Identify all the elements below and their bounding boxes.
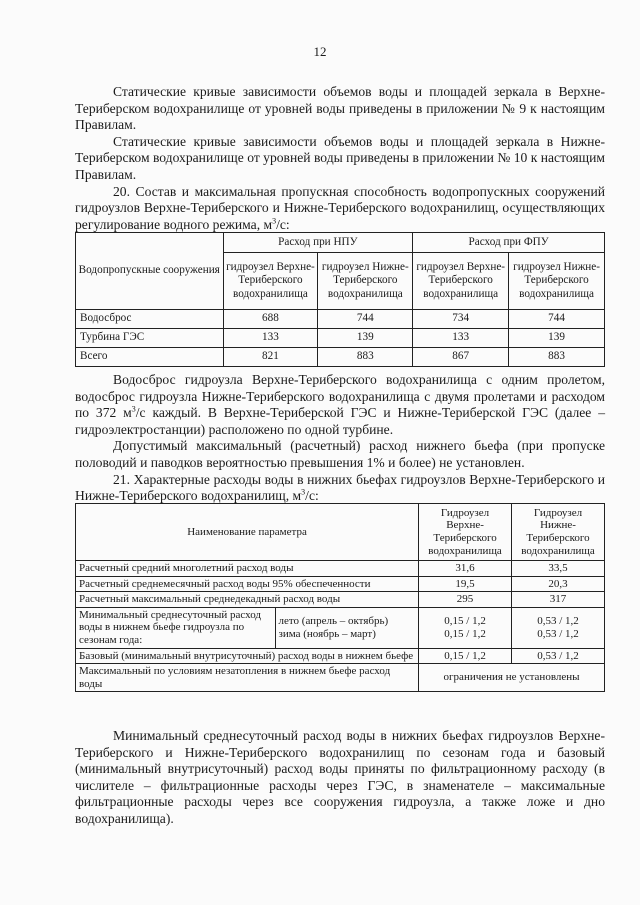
table-row: [76, 310, 605, 329]
spillways-text-a: Водосброс гидроузла Верхне-Териберского водохранилища с одним пролетом, водосброс гидроузла Нижне-Териберского водохранилища с двумя пролетами и расходом по 372 м: [75, 372, 605, 421]
table-row: [76, 329, 605, 348]
table-cell: 734: [413, 310, 509, 329]
table-cell: 867: [413, 348, 509, 367]
column-header-npu-upper: гидроузел Верхне-Териберского водохранилища: [223, 252, 318, 309]
section-21-text: 21. Характерные расходы воды в нижних бьефах гидроузлов Верхне-Териберского и Нижне-Териберского водохранилищ, м: [75, 471, 605, 504]
paragraph-spillways: [75, 372, 605, 438]
section-20-text: 20. Состав и максимальная пропускная способность водопропускных сооружений гидроузлов Верхне-Териберского и Нижне-Териберского водохранилищ, осуществляющих регулирование водного режима, м: [75, 183, 605, 232]
row-label: Минимальный среднесуточный расход воды в нижнем бьефе гидроузла по сезонам года:: [76, 607, 276, 648]
paragraph-max-discharge: Допустимый максимальный (расчетный) расход нижнего бьефа (при пропуске половодий и паводков вероятностью превышения 1% и более) не установлен.: [75, 438, 605, 470]
table-cell: 744: [509, 310, 605, 329]
table-cell: 133: [413, 329, 509, 348]
table-cell: 688: [223, 310, 318, 329]
unit-superscript: 3: [301, 487, 306, 497]
table-cell-pair: [419, 607, 512, 648]
unit-tail: /с:: [276, 216, 290, 232]
table-cell-merged: ограничения не установлены: [419, 664, 605, 692]
table-row: [76, 561, 605, 577]
column-group-fpu: Расход при ФПУ: [413, 233, 605, 253]
spillway-text: [75, 372, 605, 505]
table-cell: 821: [223, 348, 318, 367]
table-row: [76, 592, 605, 608]
table-header-row: [76, 233, 605, 253]
row-label: Расчетный средний многолетний расход воды: [76, 561, 419, 577]
table-row: [76, 648, 605, 664]
row-label: Всего: [76, 348, 224, 367]
table-cell: 0,15 / 1,2: [444, 627, 486, 640]
row-label: Базовый (минимальный внутрисуточный) расход воды в нижнем бьефе: [76, 648, 419, 664]
table-cell: 139: [509, 329, 605, 348]
table-cell: 0,53 / 1,2: [537, 615, 579, 628]
section-20-heading: [75, 184, 605, 234]
column-header-upper: Гидроузел Верхне-Териберского водохранилища: [419, 504, 512, 561]
row-label: Расчетный максимальный среднедекадный расход воды: [76, 592, 419, 608]
section-21-heading: [75, 472, 605, 505]
table-cell: 883: [509, 348, 605, 367]
table-cell: 883: [318, 348, 413, 367]
season-summer: лето (апрель – октябрь): [278, 615, 389, 628]
column-header-fpu-lower: гидроузел Нижне-Териберского водохранилища: [509, 252, 605, 309]
table-cell: 0,15 / 1,2: [444, 615, 486, 628]
spillways-text-b: /с каждый. В Верхне-Териберской ГЭС и Нижне-Териберской ГЭС (далее – гидроэлектростанции) расположено по одной турбине.: [75, 405, 605, 437]
table-cell: 0,15 / 1,2: [419, 648, 512, 664]
column-header-npu-lower: гидроузел Нижне-Териберского водохранилища: [318, 252, 413, 309]
season-winter: зима (ноябрь – март): [278, 627, 376, 640]
paragraph-appendix-9: Статические кривые зависимости объемов воды и площадей зеркала в Верхне-Териберском водохранилище от уровней воды приведены в приложении № 9 к настоящим Правилам.: [75, 84, 605, 133]
row-label: Максимальный по условиям незатопления в нижнем бьефе расход воды: [76, 664, 419, 692]
table-cell: 317: [512, 592, 605, 608]
column-header-fpu-upper: гидроузел Верхне-Териберского водохранилища: [413, 252, 509, 309]
table-cell: 133: [223, 329, 318, 348]
column-header-structures: Водопропускные сооружения: [76, 233, 224, 310]
column-header-lower: Гидроузел Нижне-Териберского водохранилища: [512, 504, 605, 561]
capacity-table: [75, 232, 605, 367]
discharge-table: [75, 503, 605, 692]
row-label: Расчетный среднемесячный расход воды 95% обеспеченности: [76, 576, 419, 592]
paragraph-appendix-10: Статические кривые зависимости объемов воды и площадей зеркала в Нижне-Териберском водохранилище от уровней воды приведены в приложении № 10 к настоящим Правилам.: [75, 133, 605, 182]
row-label: Турбина ГЭС: [76, 329, 224, 348]
table-cell: 744: [318, 310, 413, 329]
row-label: Водосброс: [76, 310, 224, 329]
table-row: [76, 348, 605, 367]
table-cell: 295: [419, 592, 512, 608]
table-row: [76, 576, 605, 592]
unit-tail: /с:: [305, 488, 319, 504]
paragraph-filtration: Минимальный среднесуточный расход воды в нижних бьефах гидроузлов Верхне-Териберского и Нижне-Териберского водохранилищ по сезонам года и базовый (минимальный внутрисуточный) расход воды приняты по фильтрационному расходу (в числителе – фильтрационные расходы через ГЭС, в знаменателе – максимальные фильтрационные расходы через все сооружения гидроузла, а также ложе и дно водохранилища).: [75, 728, 605, 826]
intro-text: [75, 84, 605, 233]
closing-text: [75, 728, 605, 828]
table-cell: 0,53 / 1,2: [537, 627, 579, 640]
table-header-row: [76, 504, 605, 561]
column-group-npu: Расход при НПУ: [223, 233, 413, 253]
unit-superscript: 3: [131, 404, 136, 414]
table-row: [76, 664, 605, 692]
table-cell: 0,53 / 1,2: [512, 648, 605, 664]
table-cell-pair: [512, 607, 605, 648]
season-labels: [275, 607, 419, 648]
table-cell: 33,5: [512, 561, 605, 577]
table-cell: 139: [318, 329, 413, 348]
table-cell: 31,6: [419, 561, 512, 577]
column-header-parameter: Наименование параметра: [76, 504, 419, 561]
table-cell: 20,3: [512, 576, 605, 592]
table-row: [76, 607, 605, 648]
page-number: 12: [313, 44, 327, 59]
table-cell: 19,5: [419, 576, 512, 592]
unit-superscript: 3: [272, 216, 277, 226]
